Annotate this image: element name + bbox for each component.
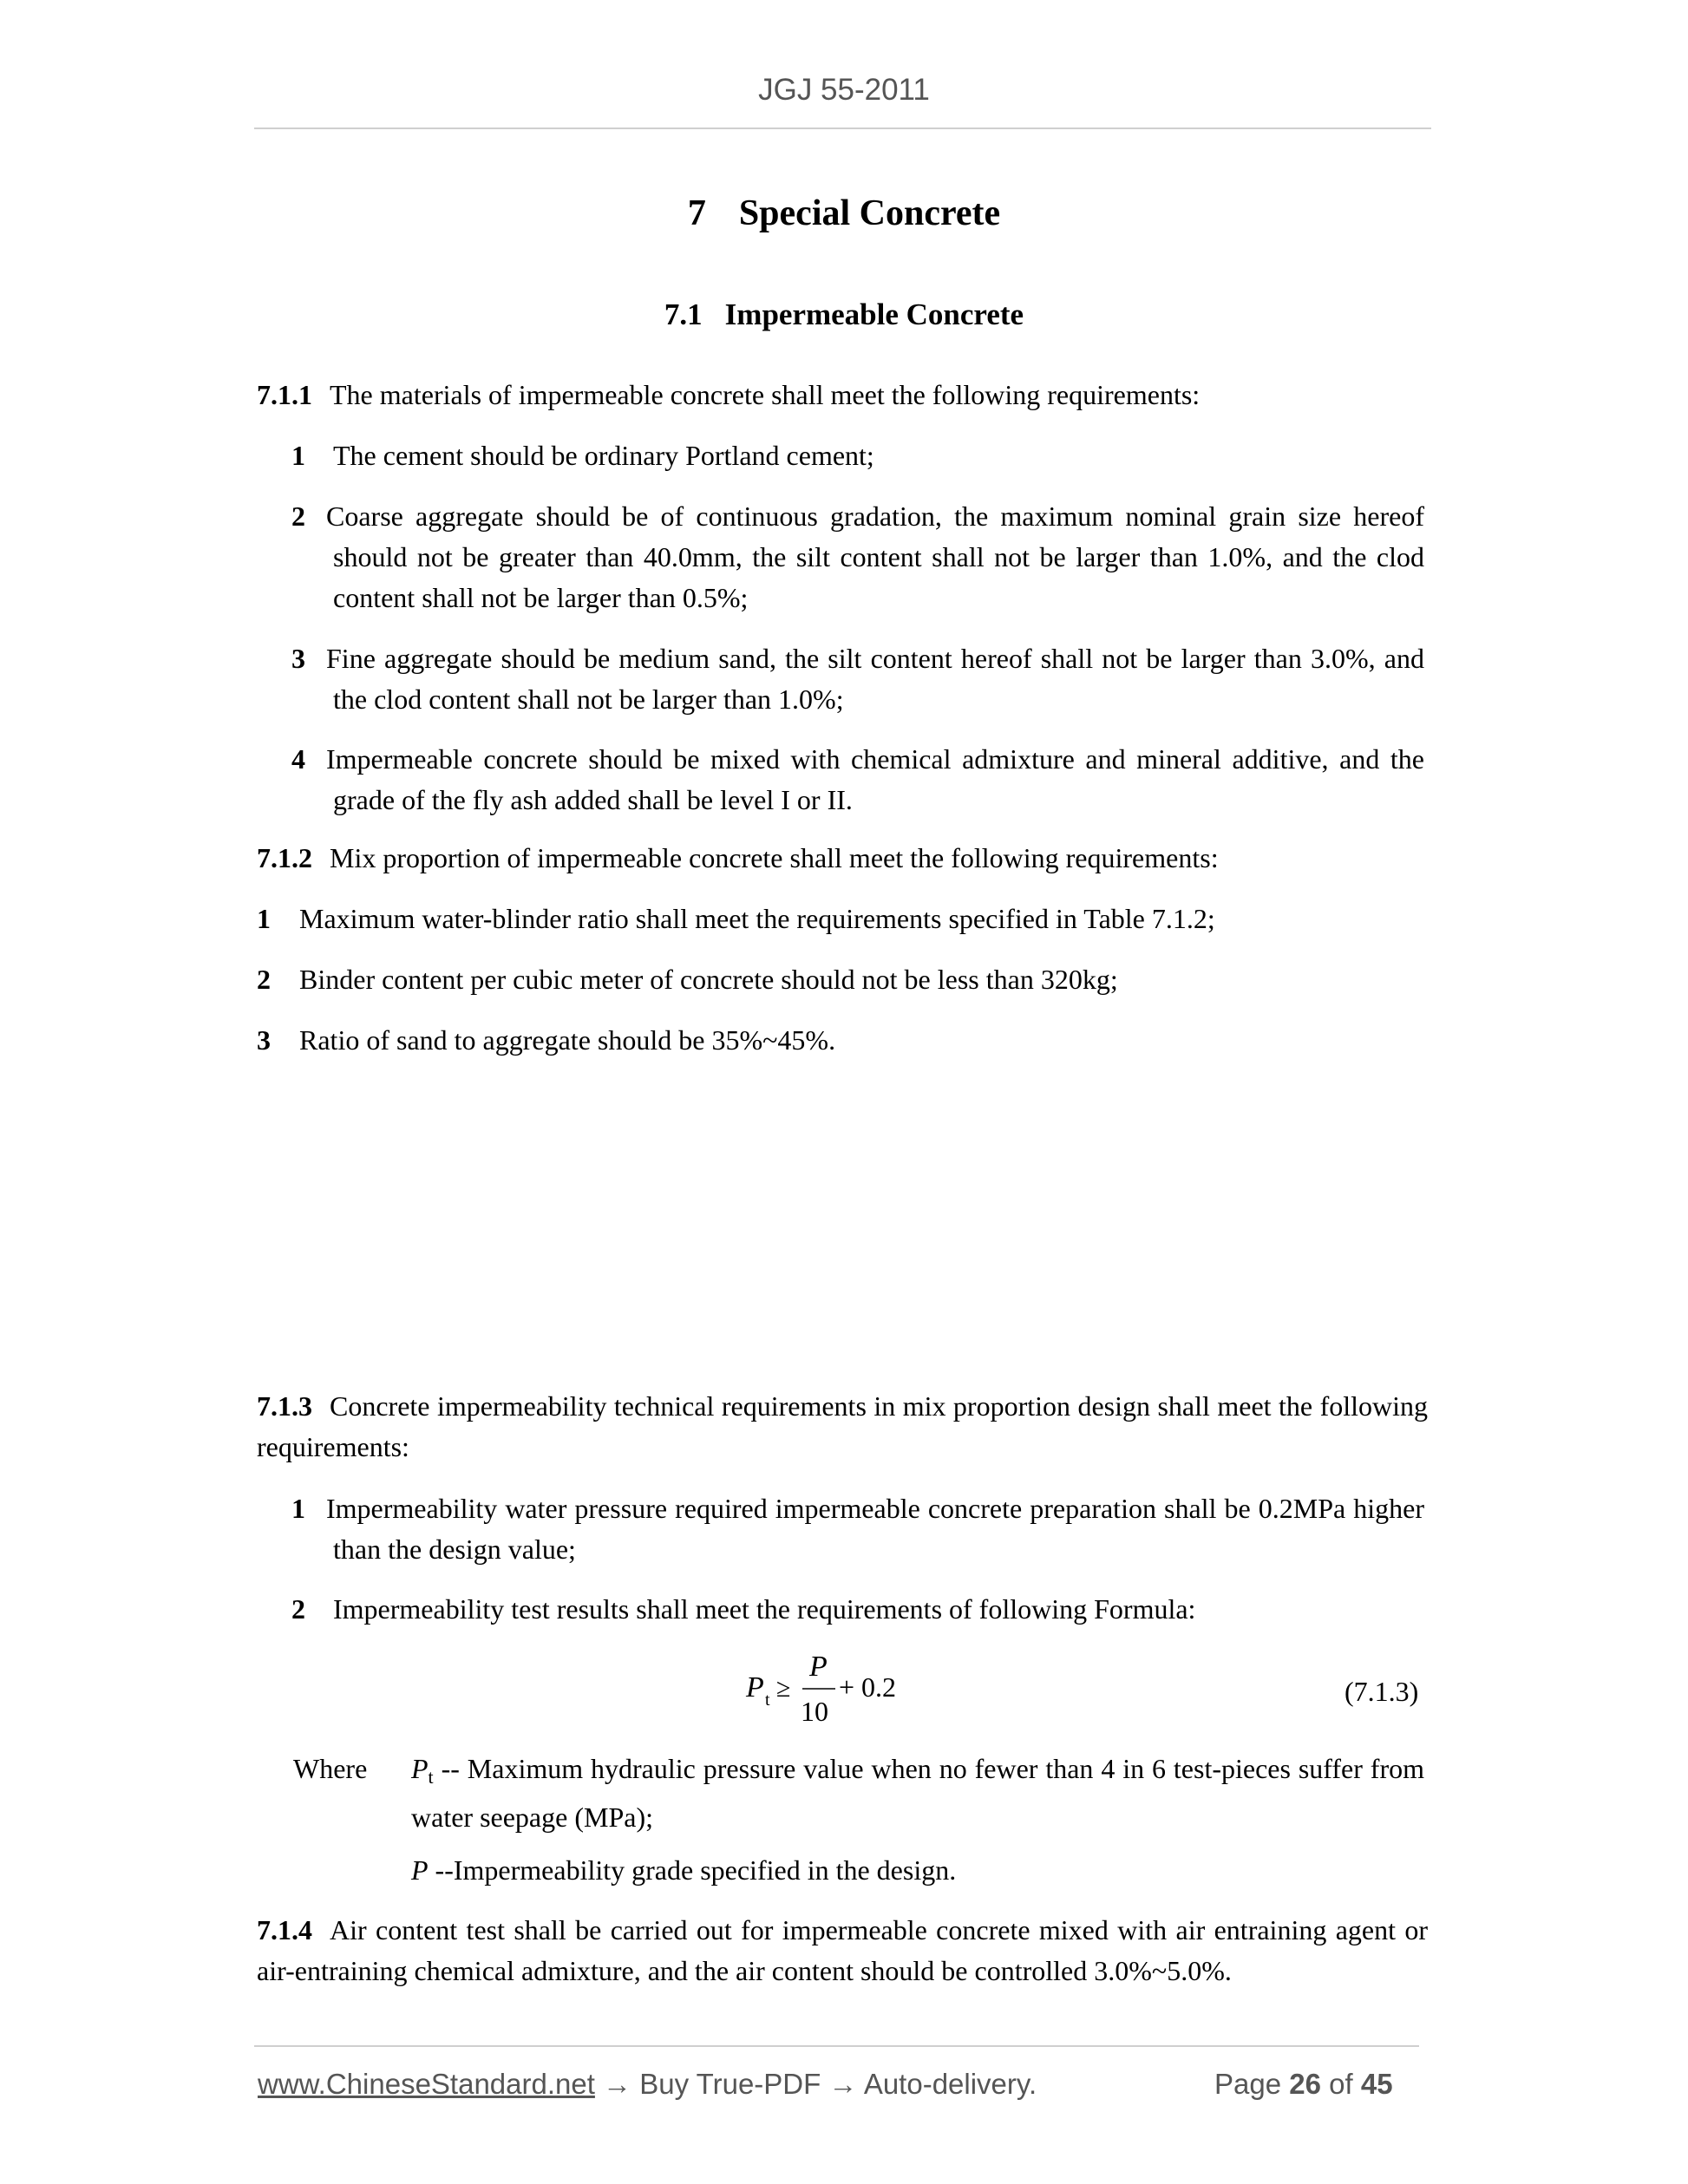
definition-text: -- Maximum hydraulic pressure value when no fewer than 4 in 6 test-pieces suffer from water seepage (MPa); xyxy=(411,1753,1425,1833)
formula-relation: ≥ xyxy=(776,1674,791,1703)
formula-denominator: 10 xyxy=(801,1696,828,1727)
of-word: of xyxy=(1329,2068,1353,2100)
item-number: 2 xyxy=(291,1593,305,1625)
footer-site-link[interactable]: www.ChineseStandard.net xyxy=(258,2068,595,2100)
list-item xyxy=(291,1589,1424,1630)
formula-addend: + 0.2 xyxy=(839,1671,897,1703)
where-label: Where xyxy=(293,1753,368,1784)
clause-number: 7.1.1 xyxy=(257,379,312,410)
header-standard-code: JGJ 55-2011 xyxy=(758,73,930,107)
list-item xyxy=(291,1488,1424,1570)
list-item xyxy=(257,899,1215,939)
footer-promo-text: → Buy True-PDF → Auto-delivery. xyxy=(594,2068,1037,2100)
section-title: Impermeable Concrete xyxy=(724,298,1024,331)
item-number: 1 xyxy=(291,1493,305,1524)
list-item xyxy=(257,1020,835,1061)
clause-number: 7.1.3 xyxy=(257,1390,312,1422)
clause-text: Air content test shall be carried out for impermeable concrete mixed with air entraining agent or air-entraining chemical admixture, and the air content should be controlled 3.0%~5.0%. xyxy=(257,1914,1428,1986)
page-number: 26 xyxy=(1289,2068,1321,2100)
total-pages: 45 xyxy=(1360,2068,1393,2100)
item-text: Impermeability test results shall meet the requirements of following Formula: xyxy=(333,1593,1196,1625)
definition-symbol: P xyxy=(411,1854,429,1886)
clause-number: 7.1.4 xyxy=(257,1914,312,1945)
clause-7-1-2 xyxy=(257,838,1428,879)
definition-symbol: P xyxy=(411,1753,429,1784)
item-number: 3 xyxy=(257,1024,271,1056)
item-text: Maximum water-blinder ratio shall meet the requirements specified in Table 7.1.2; xyxy=(299,903,1215,934)
clause-7-1-4 xyxy=(257,1910,1428,1991)
item-text: Impermeable concrete should be mixed with chemical admixture and mineral additive, and the grade of the fly ash added shall be level I or II. xyxy=(326,743,1424,815)
item-text: Binder content per cubic meter of concrete should not be less than 320kg; xyxy=(299,964,1118,995)
clause-text: Mix proportion of impermeable concrete shall meet the following requirements: xyxy=(330,842,1219,873)
section-heading xyxy=(0,298,1688,332)
formula-lhs-symbol: P xyxy=(746,1671,764,1703)
page-indicator xyxy=(1214,2068,1393,2101)
list-item xyxy=(291,638,1424,720)
list-item xyxy=(257,959,1118,1000)
item-text: The cement should be ordinary Portland cement; xyxy=(333,440,874,471)
item-number: 1 xyxy=(257,903,271,934)
item-text: Coarse aggregate should be of continuous gradation, the maximum nominal grain size hereof should not be greater than 40.0mm, the silt content shall not be larger than 1.0%, and the clod content shall not be larger than 0.5%; xyxy=(326,500,1424,613)
definition-p xyxy=(411,1850,956,1891)
header-divider xyxy=(254,128,1431,129)
section-number: 7.1 xyxy=(664,298,703,331)
list-item xyxy=(291,496,1424,618)
list-item xyxy=(291,739,1424,821)
item-text: Fine aggregate should be medium sand, the silt content hereof shall not be larger than 3.0%, and the clod content shall not be larger than 1.0%; xyxy=(326,643,1424,715)
formula-lhs-subscript: t xyxy=(765,1690,770,1710)
formula-graphic xyxy=(742,1648,915,1735)
item-number: 3 xyxy=(291,643,305,674)
footer-promo xyxy=(258,2068,1037,2101)
page-word: Page xyxy=(1214,2068,1282,2100)
item-number: 2 xyxy=(257,964,271,995)
footer-divider xyxy=(254,2045,1419,2047)
definition-pt xyxy=(411,1749,1424,1838)
item-text: Impermeability water pressure required impermeable concrete preparation shall be 0.2MPa higher than the design value; xyxy=(326,1493,1424,1565)
item-number: 4 xyxy=(291,743,305,775)
chapter-title: Special Concrete xyxy=(738,193,1001,233)
clause-text: The materials of impermeable concrete shall meet the following requirements: xyxy=(330,379,1201,410)
formula-numerator: P xyxy=(809,1651,828,1683)
definition-text: --Impermeability grade specified in the design. xyxy=(435,1854,957,1886)
formula-7-1-3 xyxy=(742,1648,915,1735)
clause-number: 7.1.2 xyxy=(257,842,312,873)
clause-7-1-3 xyxy=(257,1386,1428,1468)
formula-label: (7.1.3) xyxy=(1345,1676,1419,1707)
definition-subscript: t xyxy=(428,1766,434,1788)
clause-text: Concrete impermeability technical requirements in mix proportion design shall meet the following requirements: xyxy=(257,1390,1428,1462)
chapter-number: 7 xyxy=(687,193,706,233)
item-number: 1 xyxy=(291,440,305,471)
chapter-heading xyxy=(0,193,1688,234)
item-text: Ratio of sand to aggregate should be 35%~45%. xyxy=(299,1024,836,1056)
clause-7-1-1 xyxy=(257,375,1428,415)
item-number: 2 xyxy=(291,500,305,532)
list-item xyxy=(291,435,1424,476)
